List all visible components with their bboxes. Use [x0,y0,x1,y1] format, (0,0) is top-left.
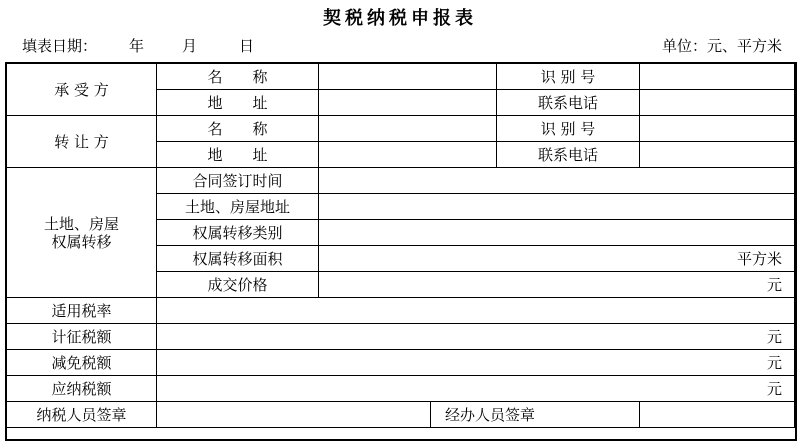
property-address-label: 土地、房屋地址 [157,194,319,220]
year-label: 年 [129,37,145,55]
transferee-phone-label: 联系电话 [497,90,640,116]
transferee-phone-field[interactable] [640,90,795,116]
transfer-area-label: 权属转移面积 [157,246,319,272]
transferee-id-field[interactable] [640,64,795,90]
tax-payable-field[interactable] [157,376,795,402]
month-label: 月 [182,37,198,55]
transferor-address-label: 地 址 [157,142,319,168]
transferee-name-label: 名 称 [157,64,319,90]
tax-declaration-table [6,63,795,428]
transferor-label: 转 让 方 [7,116,157,168]
tax-rate-row [7,298,795,324]
tax-amount-unit: 元 [766,327,782,346]
tax-relief-label: 减免税额 [7,350,157,376]
tax-relief-field[interactable] [157,350,795,376]
tax-amount-label: 计征税额 [7,324,157,350]
transferee-address-field[interactable] [319,90,497,116]
tax-amount-field[interactable] [157,324,795,350]
tax-payable-row [7,376,795,402]
signature-row [7,402,795,428]
contract-time-row [7,168,795,194]
tax-rate-label: 适用税率 [7,298,157,324]
agent-sign-label: 经办人员签章 [431,402,640,428]
tax-rate-field[interactable] [157,298,795,324]
property-transfer-label-line2: 权属转移 [51,232,112,251]
property-address-field[interactable] [319,194,795,220]
transferee-id-label: 识 别 号 [497,64,640,90]
transferor-phone-label: 联系电话 [497,142,640,168]
transferor-name-label: 名 称 [157,116,319,142]
day-label: 日 [239,37,255,55]
agent-sign-field[interactable] [640,402,795,428]
contract-time-field[interactable] [319,168,795,194]
deal-price-unit: 元 [766,275,782,294]
tax-relief-unit: 元 [766,353,782,372]
taxpayer-sign-field[interactable] [157,402,431,428]
transferor-id-field[interactable] [640,116,795,142]
transferor-name-row [7,116,795,142]
transferor-phone-field[interactable] [640,142,795,168]
transfer-area-unit: 平方米 [736,249,782,268]
tax-amount-row [7,324,795,350]
transferee-address-label: 地 址 [157,90,319,116]
transferor-address-field[interactable] [319,142,497,168]
tax-relief-row [7,350,795,376]
unit-note: 单位：元、平方米 [661,37,782,55]
property-transfer-label-line1: 土地、房屋 [43,214,119,233]
deal-price-field[interactable] [319,272,795,298]
transfer-type-label: 权属转移类别 [157,220,319,246]
taxpayer-sign-label: 纳税人员签章 [7,402,157,428]
transferor-name-field[interactable] [319,116,497,142]
form-title: 契税纳税申报表 [323,8,477,29]
deal-price-label: 成交价格 [157,272,319,298]
transferor-id-label: 识 别 号 [497,116,640,142]
property-transfer-label [7,168,157,298]
contract-time-label: 合同签订时间 [157,168,319,194]
fill-date [22,35,254,56]
transferee-name-row [7,64,795,90]
tax-payable-label: 应纳税额 [7,376,157,402]
transfer-area-field[interactable] [319,246,795,272]
transferee-name-field[interactable] [319,64,497,90]
transferee-label: 承 受 方 [7,64,157,116]
tax-payable-unit: 元 [766,379,782,398]
fill-date-label: 填表日期： [22,37,98,55]
transfer-type-field[interactable] [319,220,795,246]
